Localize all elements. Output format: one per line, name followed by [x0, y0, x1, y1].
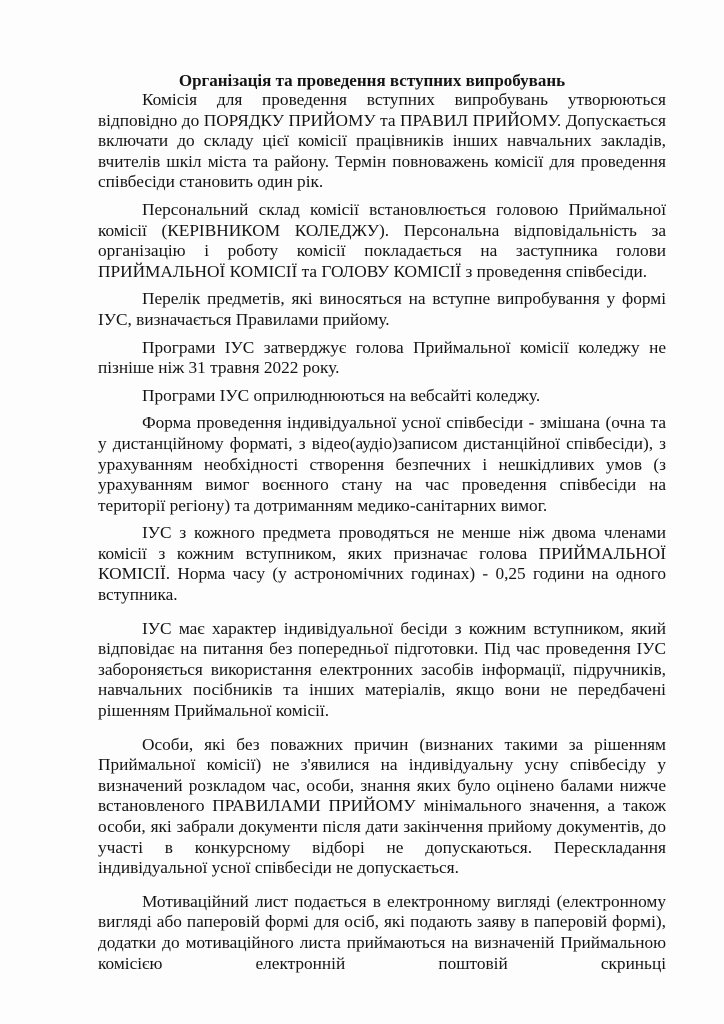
paragraph-interview-character: ІУС має характер індивідуальної бесіди з кожним вступником, який відповідає на питання без попередньої підготовки. Під час проведення ІУС забороняється використання електронних засобів інформації, підручників, навчальних посібників та інших матеріалів, якщо вони не передбачені рішенням Приймальної комісії.	[98, 618, 666, 721]
document-title: Організація та проведення вступних випробувань	[178, 71, 566, 90]
paragraph-subject-list: Перелік предметів, які виносяться на вступне випробування у формі ІУС, визначається Правилами прийому.	[98, 289, 666, 329]
paragraph-personal-composition: Персональний склад комісії встановлюється головою Приймальної комісії (КЕРІВНИКОМ КОЛЕДЖУ). Персональна відповідальність за організацію і роботу комісії покладається на заступника голови ПРИЙМАЛЬНОЇ КОМІСІЇ та ГОЛОВУ КОМІСІЇ з проведення співбесіди.	[98, 199, 666, 281]
paragraph-interview-members: ІУС з кожного предмета проводяться не менше ніж двома членами комісії з кожним вступником, яких призначає голова ПРИЙМАЛЬНОЇ КОМІСІЇ. Норма часу (у астрономічних годинах) - 0,25 години на одного вступника.	[98, 523, 666, 605]
paragraph-motivation-letter: Мотиваційний лист подається в електронному вигляді (електронному вигляді або паперовій формі для осіб, які подають заяву в паперовій формі), додатки до мотиваційного листа приймаються на визначеній Приймальною комісією електронній поштовій скриньці	[98, 891, 666, 973]
paragraph-commission: Комісія для проведення вступних випробувань утворюються відповідно до ПОРЯДКУ ПРИЙОМУ та ПРАВИЛ ПРИЙОМУ. Допускається включати до складу цієї комісії працівників інших навчальних закладів, вчителів шкіл міста та району. Термін повноважень комісії для проведення співбесіди становить один рік.	[98, 90, 666, 192]
paragraph-interview-form: Форма проведення індивідуальної усної співбесіди - змішана (очна та у дистанційному форматі, з відео(аудіо)записом дистанційної співбесіди), з урахуванням необхідності створення безпечних і нешкідливих умов (з урахуванням вимог воєнного стану на час проведення співбесіди на території регіону) та дотриманням медико-санітарних вимог.	[98, 413, 666, 515]
paragraph-programs-publication: Програми ІУС оприлюднюються на вебсайті коледжу.	[142, 385, 541, 405]
paragraph-programs-approval: Програми ІУС затверджує голова Приймальної комісії коледжу не пізніше ніж 31 травня 2022 року.	[98, 337, 666, 378]
document-body	[98, 90, 666, 974]
paragraph-admission-exclusion: Особи, які без поважних причин (визнаних такими за рішенням Приймальної комісії) не з'явилися на індивідуальну усну співбесіду у визначений розкладом час, особи, знання яких було оцінено балами нижче встановленого ПРАВИЛАМИ ПРИЙОМУ мінімального значення, а також особи, які забрали документи після дати закінчення прийому документів, до участі в конкурсному відборі не допускаються. Перескладання індивідуальної усної співбесіди не допускається.	[98, 734, 666, 878]
